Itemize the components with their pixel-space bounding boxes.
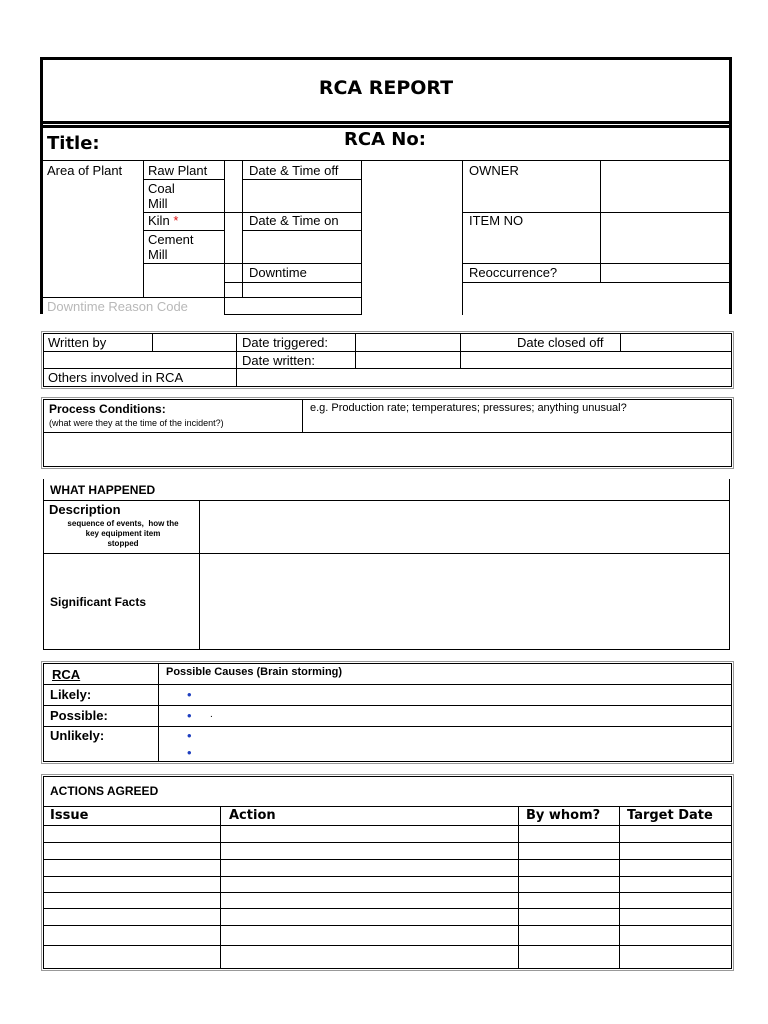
grid-line <box>43 842 732 843</box>
grid-line <box>43 945 732 946</box>
downtime-reason-code-label: Downtime Reason Code <box>47 299 188 314</box>
unlikely-bullet-1: • <box>187 728 192 743</box>
possible-label: Possible: <box>50 708 108 723</box>
grid-line <box>43 479 44 649</box>
rca-frame <box>43 663 732 762</box>
possible-causes-header: Possible Causes (Brain storming) <box>166 666 343 678</box>
grid-line <box>43 297 362 298</box>
report-title: RCA REPORT <box>318 77 454 99</box>
col-by-whom: By whom? <box>526 808 601 823</box>
col-action: Action <box>229 808 276 823</box>
date-time-off-label: Date & Time off <box>249 163 339 178</box>
col-target-date: Target Date <box>627 808 713 823</box>
grid-line <box>242 179 361 180</box>
possible-dot: . <box>210 709 213 720</box>
grid-line <box>158 663 159 762</box>
area-kiln <box>148 214 178 227</box>
grid-line <box>462 263 729 264</box>
possible-bullet: • <box>187 708 192 723</box>
area-of-plant-label: Area of Plant <box>47 163 123 178</box>
grid-line <box>43 705 732 706</box>
grid-line <box>462 282 729 283</box>
grid-line <box>220 806 221 969</box>
grid-line <box>43 925 732 926</box>
grid-line <box>224 314 362 315</box>
likely-bullet: • <box>187 687 192 702</box>
grid-line <box>224 282 362 283</box>
actions-agreed-heading: ACTIONS AGREED <box>50 784 159 798</box>
left-border <box>40 124 43 314</box>
grid-line <box>43 432 732 433</box>
grid-line <box>355 333 356 368</box>
description-note: sequence of events, how the key equipment item stopped <box>67 519 179 548</box>
grid-line <box>462 160 463 315</box>
area-coal-mill: Coal Mill <box>148 181 175 211</box>
process-conditions-subtitle: (what were they at the time of the incident?) <box>49 418 224 428</box>
date-closed-off-label: Date closed off <box>517 335 604 350</box>
others-involved-label: Others involved in RCA <box>48 370 184 385</box>
date-triggered-label: Date triggered: <box>242 335 328 350</box>
grid-line <box>43 726 732 727</box>
date-time-on-label: Date & Time on <box>249 213 339 228</box>
grid-line <box>43 825 732 826</box>
grid-line <box>729 479 730 649</box>
grid-line <box>43 553 730 554</box>
process-conditions-title: Process Conditions: <box>49 402 166 416</box>
grid-line <box>236 333 237 387</box>
title-label: Title: <box>47 133 100 154</box>
grid-line <box>43 368 732 369</box>
grid-line <box>43 892 732 893</box>
kiln-required-marker: * <box>173 213 179 228</box>
grid-line <box>302 399 303 432</box>
significant-facts-label: Significant Facts <box>50 595 147 609</box>
rca-no-label: RCA No: <box>344 129 426 150</box>
downtime-label: Downtime <box>249 265 307 280</box>
grid-line <box>143 160 144 297</box>
grid-line <box>620 333 621 351</box>
grid-line <box>152 333 153 351</box>
area-raw-plant: Raw Plant <box>148 163 208 178</box>
written-by-label: Written by <box>48 335 107 350</box>
reoccurrence-label: Reoccurrence? <box>469 265 558 280</box>
unlikely-label: Unlikely: <box>50 728 105 743</box>
area-kiln-label: Kiln <box>148 213 170 228</box>
grid-line <box>518 806 519 969</box>
area-row-top <box>43 160 729 161</box>
grid-line <box>242 160 243 297</box>
unlikely-bullet-2: • <box>187 745 192 760</box>
grid-line <box>619 806 620 969</box>
col-issue: Issue <box>50 808 89 823</box>
right-border <box>729 124 732 314</box>
grid-line <box>43 500 730 501</box>
rca-label: RCA <box>52 667 81 682</box>
item-no-label: ITEM NO <box>469 213 524 228</box>
grid-line <box>43 684 732 685</box>
grid-line <box>143 179 224 180</box>
grid-line <box>43 806 732 807</box>
actions-frame <box>43 776 732 969</box>
process-conditions-example: e.g. Production rate; temperatures; pressures; anything unusual? <box>310 402 627 414</box>
date-written-label: Date written: <box>242 353 315 368</box>
grid-line <box>143 230 224 231</box>
grid-line <box>43 351 732 352</box>
grid-line <box>43 908 732 909</box>
grid-line <box>224 160 225 315</box>
area-cement-mill: Cement Mill <box>148 232 194 262</box>
grid-line <box>143 263 361 264</box>
description-label: Description <box>49 502 121 517</box>
grid-line <box>242 230 361 231</box>
grid-line <box>361 160 362 315</box>
grid-line <box>199 500 200 649</box>
grid-line <box>460 333 461 368</box>
likely-label: Likely: <box>50 687 92 702</box>
grid-line <box>43 876 732 877</box>
grid-line <box>43 649 730 650</box>
title-row-top <box>40 125 732 128</box>
grid-line <box>43 859 732 860</box>
what-happened-heading: WHAT HAPPENED <box>50 483 156 497</box>
owner-label: OWNER <box>469 163 519 178</box>
